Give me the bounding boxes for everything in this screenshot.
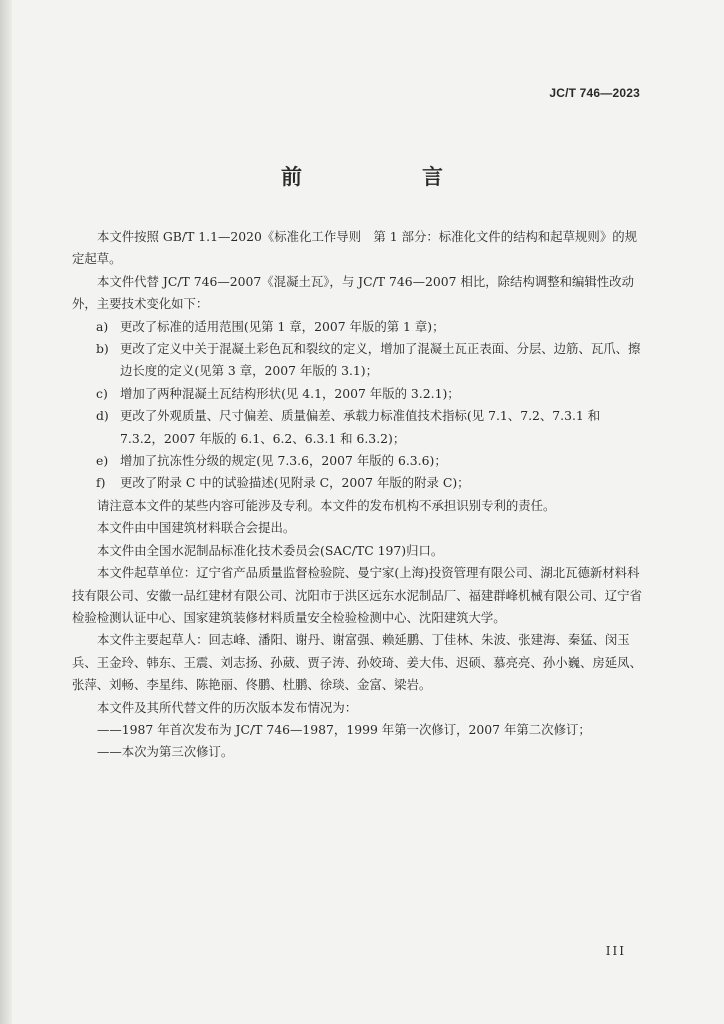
- document-id: JC/T 746—2023: [549, 86, 640, 100]
- item-text: 更改了定义中关于混凝土彩色瓦和裂纹的定义，增加了混凝土瓦正表面、分层、边筋、瓦爪、擦边长度的定义(见第 3 章，2007 年版的 3.1)；: [120, 341, 641, 379]
- paragraph-patent-notice: 请注意本文件的某些内容可能涉及专利。本文件的发布机构不承担识别专利的责任。: [97, 497, 556, 513]
- history-item: ——本次为第三次修订。: [97, 744, 234, 760]
- item-text: 更改了标准的适用范围(见第 1 章，2007 年版的第 1 章)；: [120, 318, 445, 334]
- change-item: [72, 472, 642, 494]
- item-label: c): [96, 385, 108, 401]
- change-item: [72, 450, 642, 472]
- history-item: ——1987 年首次发布为 JC/T 746—1987，1999 年第一次修订，2007 年第二次修订；: [97, 721, 591, 737]
- item-text: 更改了外观质量、尺寸偏差、质量偏差、承载力标准值技术指标(见 7.1、7.2、7.3.1 和 7.3.2，2007 年版的 6.1、6.2、6.3.1 和 6.3.2)；: [120, 408, 601, 446]
- scan-page-edge: [0, 0, 12, 1024]
- change-item: [72, 383, 642, 405]
- page-number: III: [605, 944, 626, 958]
- paragraph-replaces: 本文件代替 JC/T 746—2007《混凝土瓦》，与 JC/T 746—2007 相比，除结构调整和编辑性改动外，主要技术变化如下：: [72, 273, 634, 312]
- item-text: 更改了附录 C 中的试验描述(见附录 C，2007 年版的附录 C)；: [120, 475, 470, 491]
- paragraph-proposed-by: 本文件由中国建筑材料联合会提出。: [97, 520, 296, 536]
- page-title: 前 言: [281, 165, 469, 189]
- change-item: [72, 338, 642, 383]
- item-text: 增加了两种混凝土瓦结构形状(见 4.1，2007 年版的 3.2.1)；: [120, 385, 460, 401]
- item-label: d): [96, 408, 109, 424]
- item-label: f): [96, 475, 106, 491]
- item-label: e): [96, 453, 109, 469]
- paragraph-drafting-rules: 本文件按照 GB/T 1.1—2020《标准化工作导则 第 1 部分：标准化文件的结构和起草规则》的规定起草。: [72, 229, 637, 267]
- item-text: 增加了抗冻性分级的规定(见 7.3.6，2007 年版的 6.3.6)；: [120, 453, 447, 469]
- item-label: b): [96, 341, 109, 357]
- paragraph-drafters: 本文件主要起草人：回志峰、潘阳、谢丹、谢富强、赖延鹏、丁佳林、朱波、张建海、秦猛、闵玉兵、王金玲、韩东、王震、刘志扬、孙葳、贾子涛、孙姣琦、姜大伟、迟硕、慕亮亮、孙小巍、房延凤、张萍、刘畅、李星纬、陈艳丽、佟鹏、杜鹏、徐琰、金富、梁岩。: [72, 632, 642, 693]
- change-item: [72, 316, 642, 338]
- paragraph-under-jurisdiction: 本文件由全国水泥制品标准化技术委员会(SAC/TC 197)归口。: [97, 542, 444, 558]
- change-item: [72, 405, 642, 450]
- paragraph-history: 本文件及其所代替文件的历次版本发布情况为：: [97, 699, 358, 715]
- item-label: a): [96, 318, 109, 334]
- foreword-body: [72, 226, 642, 764]
- paragraph-drafting-units: 本文件起草单位：辽宁省产品质量监督检验院、曼宁家(上海)投资管理有限公司、湖北瓦德新材料科技有限公司、安徽一品红建材有限公司、沈阳市于洪区远东水泥制品厂、福建群峰机械有限公司、辽宁省检验检测认证中心、国家建筑装修材料质量安全检验检测中心、沈阳建筑大学。: [72, 565, 642, 625]
